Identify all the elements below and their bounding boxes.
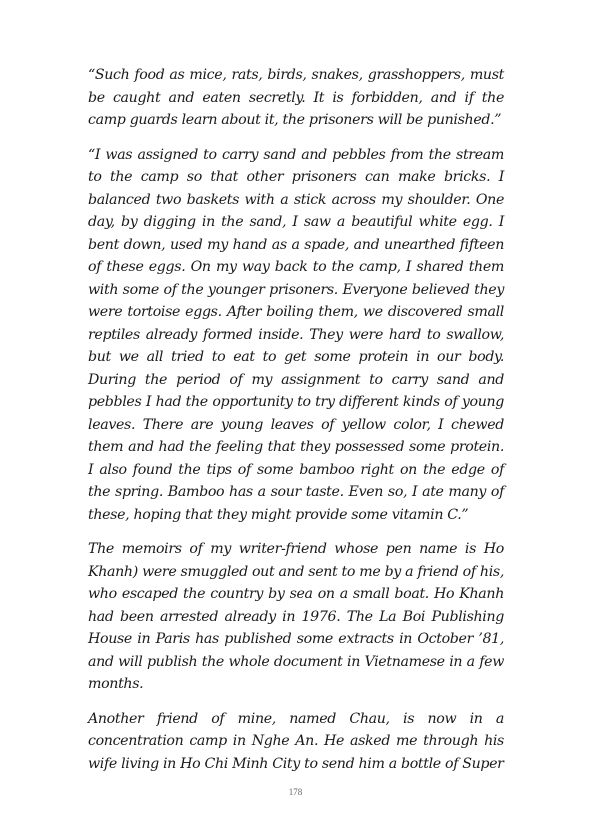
paragraph-sand-pebbles-quote: “I was assigned to carry sand and pebbles from the stream to the camp so that other prisoners can make bricks. I balanced two baskets with a stick across my shoulder. One day, by digging in the sand, I saw a beautiful white egg. I bent down, used my hand as a spade, and unearthed fifteen of these eggs. On my way back to the camp, I shared them with some of the younger prisoners. Everyone believed they were tortoise eggs. After boiling them, we discovered small reptiles already formed inside. They were hard to swallow, but we all tried to eat to get some protein in our body. During the period of my assignment to carry sand and pebbles I had the opportunity to try different kinds of young leaves. There are young leaves of yellow color, I chewed them and had the feeling that they possessed some protein. I also found the tips of some bamboo right on the edge of the spring. Bamboo has a sour taste. Even so, I ate many of these, hoping that they might provide some vitamin C.” [88, 146, 504, 523]
body-text [88, 64, 504, 787]
page-number: 178 [288, 787, 303, 797]
paragraph-memoirs: The memoirs of my writer-friend whose pen name is Ho Khanh) were smuggled out and sent to me by a friend of his, who escaped the country by sea on a small boat. Ho Khanh had been arrested already in 1976. The La Boi Publishing House in Paris has published some extracts in October ’81, and will publish the whole document in Vietnamese in a few months. [88, 541, 504, 692]
paragraph-food-quote: “Such food as mice, rats, birds, snakes, grasshoppers, must be caught and eaten secretly. It is forbidden, and if the camp guards learn about it, the prisoners will be punished.” [88, 67, 504, 128]
paragraph-friend-chau: Another friend of mine, named Chau, is now in a concentration camp in Nghe An. He asked me through his wife living in Ho Chi Minh City to send him a bottle of Super [88, 710, 504, 772]
